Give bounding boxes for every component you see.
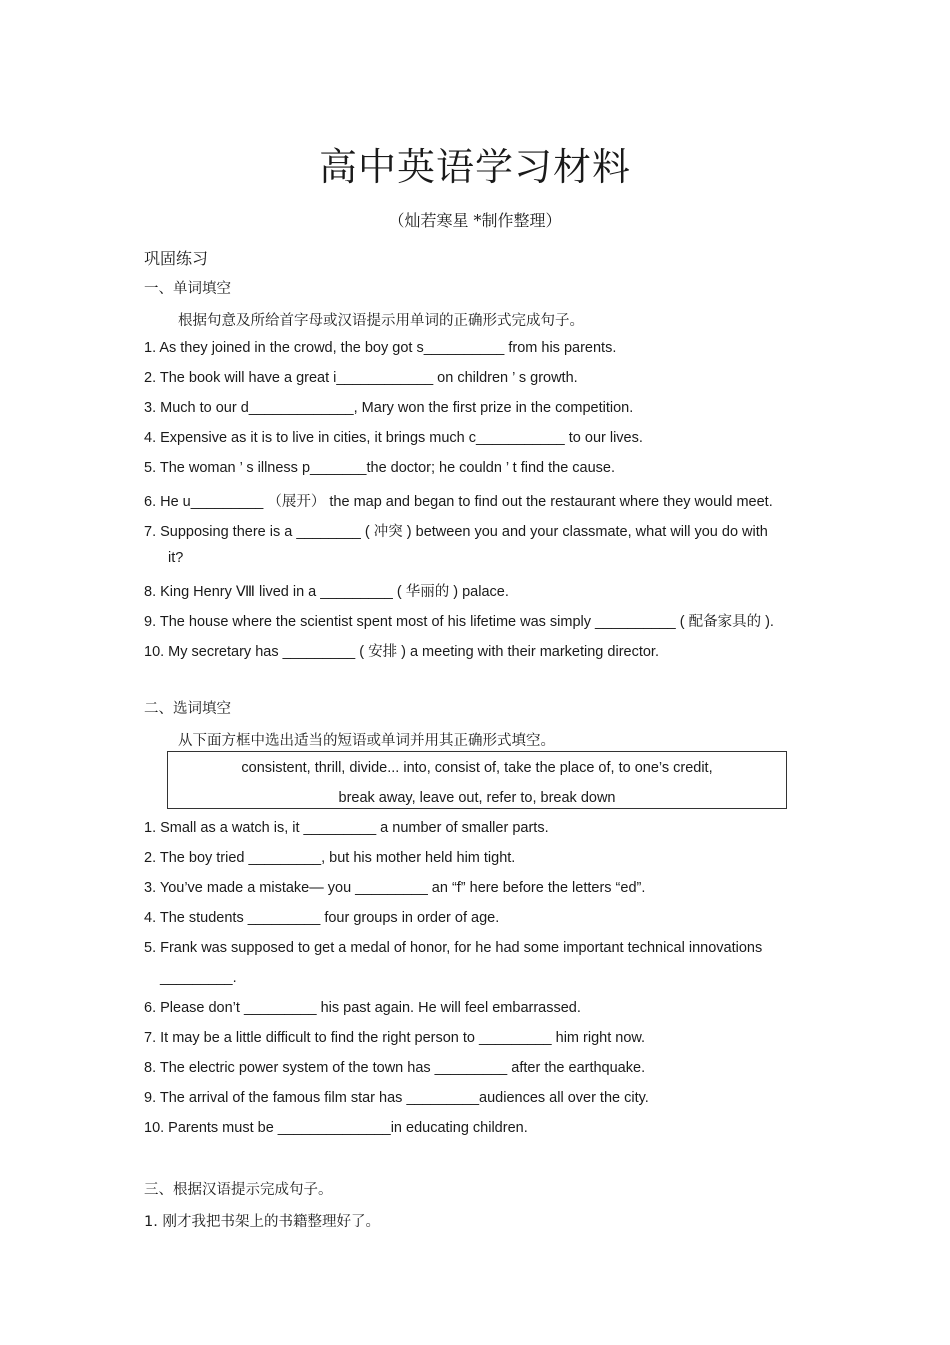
section1-instruction: 根据句意及所给首字母或汉语提示用单词的正确形式完成句子。 (178, 313, 584, 329)
s2-item-1: 1. Small as a watch is, it _________ a number of smaller parts. (144, 820, 549, 836)
document-subtitle: （灿若寒星 *制作整理） (388, 211, 562, 230)
s1-item-7-continuation: it? (168, 550, 184, 566)
s2-item-9: 9. The arrival of the famous film star has _________audiences all over the city. (144, 1090, 649, 1106)
word-box (167, 751, 787, 809)
s1-item-10: 10. My secretary has _________ ( 安排 ) a meeting with their marketing director. (144, 644, 659, 660)
s2-item-3: 3. You’ve made a mistake— you _________ an “f” here before the letters “ed”. (144, 880, 646, 896)
s2-item-4: 4. The students _________ four groups in order of age. (144, 910, 500, 926)
s1-item-9: 9. The house where the scientist spent most of his lifetime was simply __________ ( 配备家具的 ). (144, 614, 774, 630)
document-title: 高中英语学习材料 (318, 145, 631, 189)
s2-item-5: 5. Frank was supposed to get a medal of honor, for he had some important technical innovations (144, 940, 763, 956)
s3-item-1: 1. 刚才我把书架上的书籍整理好了。 (144, 1214, 380, 1230)
practice-heading: 巩固练习 (144, 249, 209, 268)
section3-heading: 三、根据汉语提示完成句子。 (144, 1182, 333, 1198)
s2-item-10: 10. Parents must be ______________in educating children. (144, 1120, 528, 1136)
s1-item-1: 1. As they joined in the crowd, the boy got s__________ from his parents. (144, 340, 617, 356)
s1-item-6: 6. He u_________ （展开） the map and began to find out the restaurant where they would meet. (144, 494, 773, 510)
s1-item-4: 4. Expensive as it is to live in cities, it brings much c___________ to our lives. (144, 430, 643, 446)
section2-instruction: 从下面方框中选出适当的短语或单词并用其正确形式填空。 (178, 733, 555, 749)
word-box-row-2: break away, leave out, refer to, break down (338, 790, 616, 806)
s2-item-5-continuation: _________. (160, 970, 237, 986)
s1-item-7: 7. Supposing there is a ________ ( 冲突 ) between you and your classmate, what will you do with (144, 524, 768, 540)
word-box-row-1: consistent, thrill, divide... into, consist of, take the place of, to one’s credit, (241, 760, 713, 776)
s2-item-8: 8. The electric power system of the town has _________ after the earthquake. (144, 1060, 646, 1076)
s1-item-8: 8. King Henry Ⅷ lived in a _________ ( 华丽的 ) palace. (144, 584, 509, 600)
s1-item-5: 5. The woman ’ s illness p_______the doctor; he couldn ’ t find the cause. (144, 460, 616, 476)
section1-heading: 一、单词填空 (144, 281, 231, 297)
s1-item-3: 3. Much to our d_____________, Mary won the first prize in the competition. (144, 400, 634, 416)
s2-item-6: 6. Please don’t _________ his past again. He will feel embarrassed. (144, 1000, 581, 1016)
s2-item-2: 2. The boy tried _________, but his mother held him tight. (144, 850, 516, 866)
s1-item-2: 2. The book will have a great i____________ on children ’ s growth. (144, 370, 578, 386)
section2-heading: 二、选词填空 (144, 701, 231, 717)
s2-item-7: 7. It may be a little difficult to find the right person to _________ him right now. (144, 1030, 646, 1046)
